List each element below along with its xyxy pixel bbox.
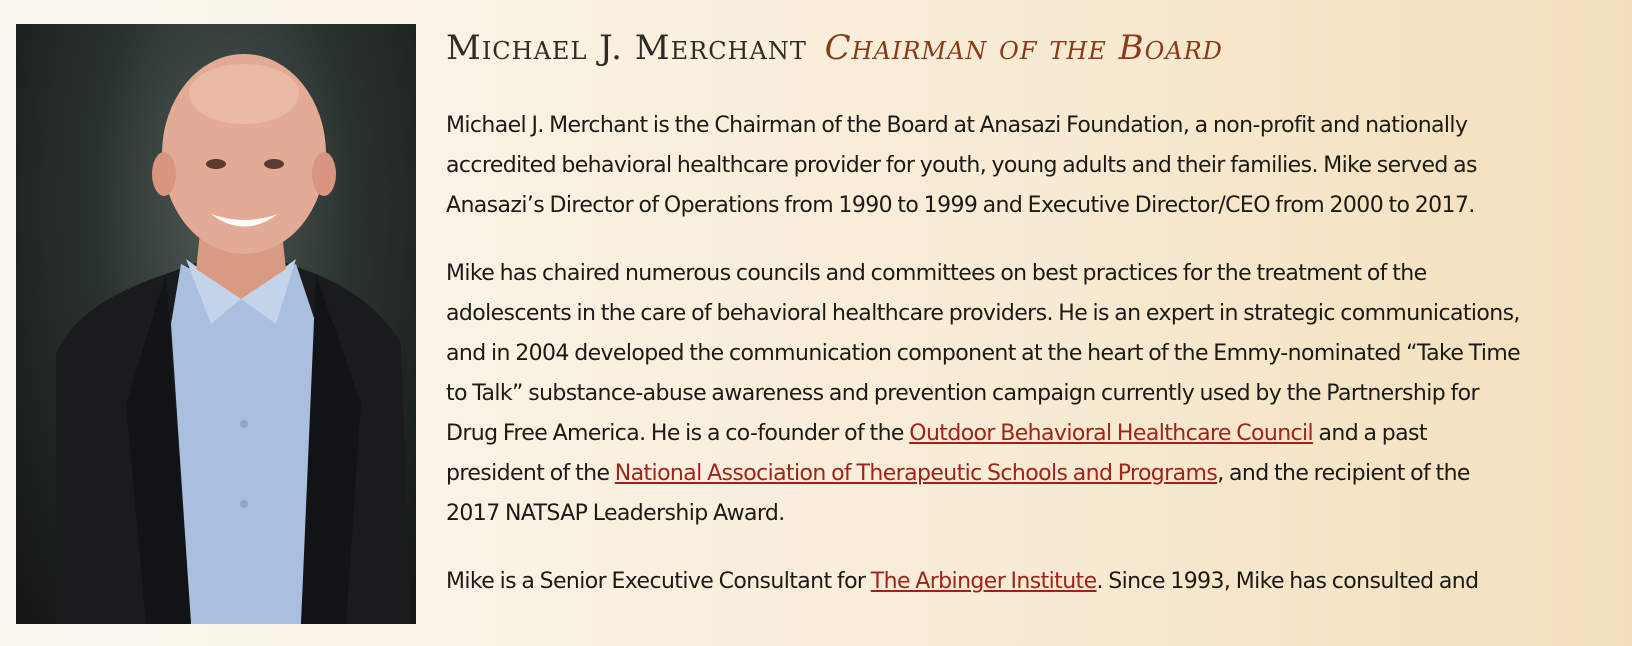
bio-text: Mike is a Senior Executive Consultant for xyxy=(446,569,871,594)
bio-paragraph-1 xyxy=(446,106,1596,226)
bio-line: 2017 NATSAP Leadership Award. xyxy=(446,501,785,526)
bio-text: , and the recipient of the xyxy=(1217,461,1470,486)
portrait-illustration xyxy=(16,24,416,624)
bio-line: adolescents in the care of behavioral healthcare providers. He is an expert in strategic communications, xyxy=(446,301,1520,326)
bio-line: accredited behavioral healthcare provider for youth, young adults and their families. Mike served as xyxy=(446,153,1477,178)
bio-line: Mike has chaired numerous councils and committees on best practices for the treatment of the xyxy=(446,261,1427,286)
person-role: Chairman of the Board xyxy=(824,28,1223,68)
bio-line: and in 2004 developed the communication component at the heart of the Emmy-nominated “Take Time xyxy=(446,341,1521,366)
bio-text: Drug Free America. He is a co-founder of the xyxy=(446,421,910,446)
natsap-link[interactable]: National Association of Therapeutic Schools and Programs xyxy=(614,461,1218,486)
bio-paragraph-3 xyxy=(446,562,1596,602)
portrait-photo xyxy=(16,24,416,624)
bio-line: Michael J. Merchant is the Chairman of the Board at Anasazi Foundation, a non-profit and nationally xyxy=(446,113,1468,138)
bio-text: and a past xyxy=(1313,421,1427,446)
bio-paragraph-2 xyxy=(446,254,1596,534)
arbinger-link[interactable]: The Arbinger Institute xyxy=(870,569,1097,594)
bio-content xyxy=(446,22,1596,602)
bio-line: Anasazi’s Director of Operations from 1990 to 1999 and Executive Director/CEO from 2000 to 2017. xyxy=(446,193,1475,218)
bio-text: president of the xyxy=(446,461,615,486)
obh-council-link[interactable]: Outdoor Behavioral Healthcare Council xyxy=(909,421,1314,446)
bio-line: to Talk” substance-abuse awareness and prevention campaign currently used by the Partnership for xyxy=(446,381,1479,406)
page-title xyxy=(446,22,1596,74)
person-name: Michael J. Merchant xyxy=(446,28,807,68)
bio-text: . Since 1993, Mike has consulted and xyxy=(1096,569,1479,594)
